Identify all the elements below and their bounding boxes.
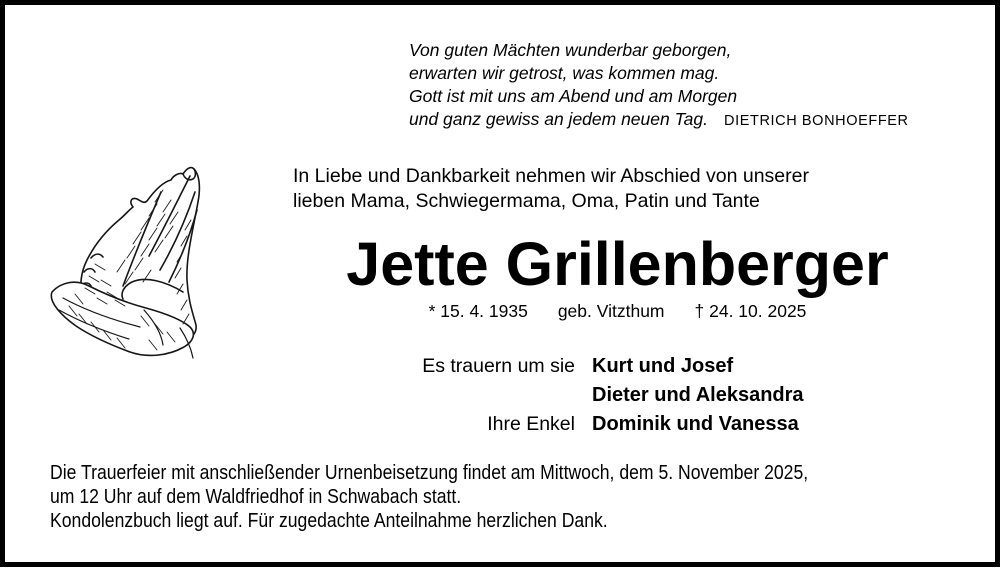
quote-line: Gott ist mit uns am Abend und am Morgen bbox=[409, 86, 738, 106]
death-date: † 24. 10. 2025 bbox=[694, 301, 807, 321]
mourners-label bbox=[330, 381, 575, 410]
life-dates bbox=[295, 301, 940, 322]
intro-line: In Liebe und Dankbarkeit nehmen wir Abschied von unserer bbox=[293, 165, 809, 187]
praying-hands-image bbox=[45, 160, 220, 360]
mourners-names: Kurt und Josef bbox=[592, 355, 734, 377]
quote-line bbox=[409, 108, 909, 133]
birth-date: * 15. 4. 1935 bbox=[428, 301, 528, 321]
funeral-line: Die Trauerfeier mit anschließender Urnenbeisetzung findet am Mittwoch, dem 5. November 2025, bbox=[50, 462, 809, 484]
mourners-label: Ihre Enkel bbox=[487, 413, 575, 435]
quote-line: Von guten Mächten wunderbar geborgen, bbox=[409, 40, 732, 60]
memorial-quote bbox=[409, 39, 909, 133]
quote-line-text: und ganz gewiss an jedem neuen Tag. bbox=[409, 109, 709, 129]
mourners-names: Dieter und Aleksandra bbox=[592, 384, 804, 406]
intro-line: lieben Mama, Schwiegermama, Oma, Patin und Tante bbox=[293, 190, 760, 212]
farewell-intro bbox=[293, 164, 809, 214]
funeral-details bbox=[50, 461, 992, 533]
funeral-line: um 12 Uhr auf dem Waldfriedhof in Schwabach statt. bbox=[50, 486, 462, 508]
mourners-names: Dominik und Vanessa bbox=[592, 413, 799, 435]
funeral-line: Kondolenzbuch liegt auf. Für zugedachte Anteilnahme herzlichen Dank. bbox=[50, 510, 608, 532]
deceased-name: Jette Grillenberger bbox=[346, 230, 889, 298]
quote-attribution: DIETRICH BONHOEFFER bbox=[724, 113, 909, 129]
maiden-name: geb. Vitzthum bbox=[557, 301, 665, 321]
mourners-list bbox=[330, 352, 804, 439]
mourners-label: Es trauern um sie bbox=[422, 355, 575, 377]
quote-line: erwarten wir getrost, was kommen mag. bbox=[409, 63, 720, 83]
